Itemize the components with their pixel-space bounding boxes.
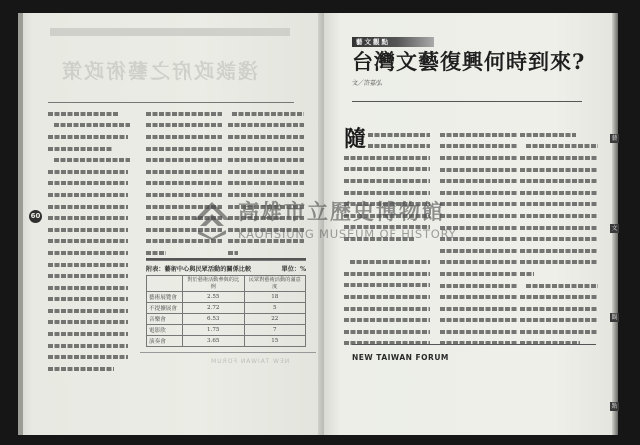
table-row bbox=[147, 292, 306, 303]
section-tag: 藝文觀點 bbox=[352, 37, 434, 47]
side-tab-2: 文 bbox=[611, 225, 618, 232]
row-label: 音樂會 bbox=[147, 314, 183, 325]
table-top-rule bbox=[146, 258, 306, 261]
table-row bbox=[147, 314, 306, 325]
cell-value: 15 bbox=[244, 336, 305, 347]
table-caption bbox=[146, 264, 306, 273]
cell-value: 6.53 bbox=[183, 314, 245, 325]
watermark-english: KAOHSIUNG MUSEUM OF HISTORY bbox=[238, 227, 457, 241]
right-column-1-top bbox=[368, 129, 434, 152]
side-tab-4: 點 bbox=[611, 403, 618, 410]
bleed-through-footer: NEW TAIWAN FORUM bbox=[210, 358, 290, 365]
row-label: 演奏會 bbox=[147, 336, 183, 347]
statistics-table bbox=[146, 258, 306, 347]
byline: 文／許嘉弘 bbox=[352, 80, 383, 87]
row-label: 不提擴展會 bbox=[147, 303, 183, 314]
left-page-edge bbox=[18, 13, 23, 435]
cell-value: 5 bbox=[244, 303, 305, 314]
footer-rule bbox=[352, 344, 596, 345]
cell-value: 18 bbox=[244, 292, 305, 303]
table-unit: 單位：% bbox=[281, 266, 306, 273]
side-tab-3: 觀 bbox=[611, 314, 618, 321]
left-column-2 bbox=[146, 108, 224, 259]
row-label: 電影欣 bbox=[147, 325, 183, 336]
table-header-cell bbox=[147, 276, 183, 292]
side-tab-1: 藝 bbox=[611, 135, 618, 142]
cell-value: 2.72 bbox=[183, 303, 245, 314]
bleed-through-title: 淺談政府之藝術政策 bbox=[60, 59, 258, 83]
watermark-chinese: 高雄市立歷史博物館 bbox=[238, 200, 445, 224]
left-column-1-intro bbox=[48, 108, 130, 375]
row-label: 藝術展覽會 bbox=[147, 292, 183, 303]
page-number-left: 60 bbox=[29, 210, 42, 223]
table-row bbox=[147, 336, 306, 347]
table-header-cell: 民眾對藝術活動的滿意度 bbox=[244, 276, 305, 292]
table-header-row bbox=[147, 276, 306, 292]
left-header-rule bbox=[48, 102, 294, 103]
data-table bbox=[146, 275, 306, 347]
article-title: 台灣文藝復興何時到來? bbox=[352, 49, 586, 74]
cell-value: 22 bbox=[244, 314, 305, 325]
table-caption-text: 附表：藝術中心與民眾活動的關係比較 bbox=[146, 266, 252, 273]
table-header-cell: 對於藝術活動參與的比例 bbox=[183, 276, 245, 292]
left-column-3 bbox=[228, 108, 306, 259]
right-column-2 bbox=[440, 129, 520, 349]
table-bottom-rule bbox=[140, 352, 316, 353]
cell-value: 1.75 bbox=[183, 325, 245, 336]
right-column-1 bbox=[344, 152, 434, 349]
drop-cap: 隨 bbox=[344, 126, 367, 152]
magazine-footer-label: NEW TAIWAN FORUM bbox=[352, 353, 449, 362]
cell-value: 3.65 bbox=[183, 336, 245, 347]
table-row bbox=[147, 303, 306, 314]
cell-value: 2.55 bbox=[183, 292, 245, 303]
bleed-through-header-bar bbox=[50, 28, 290, 36]
cell-value: 7 bbox=[244, 325, 305, 336]
table-row bbox=[147, 325, 306, 336]
right-column-3 bbox=[520, 129, 600, 349]
title-rule bbox=[352, 101, 582, 102]
